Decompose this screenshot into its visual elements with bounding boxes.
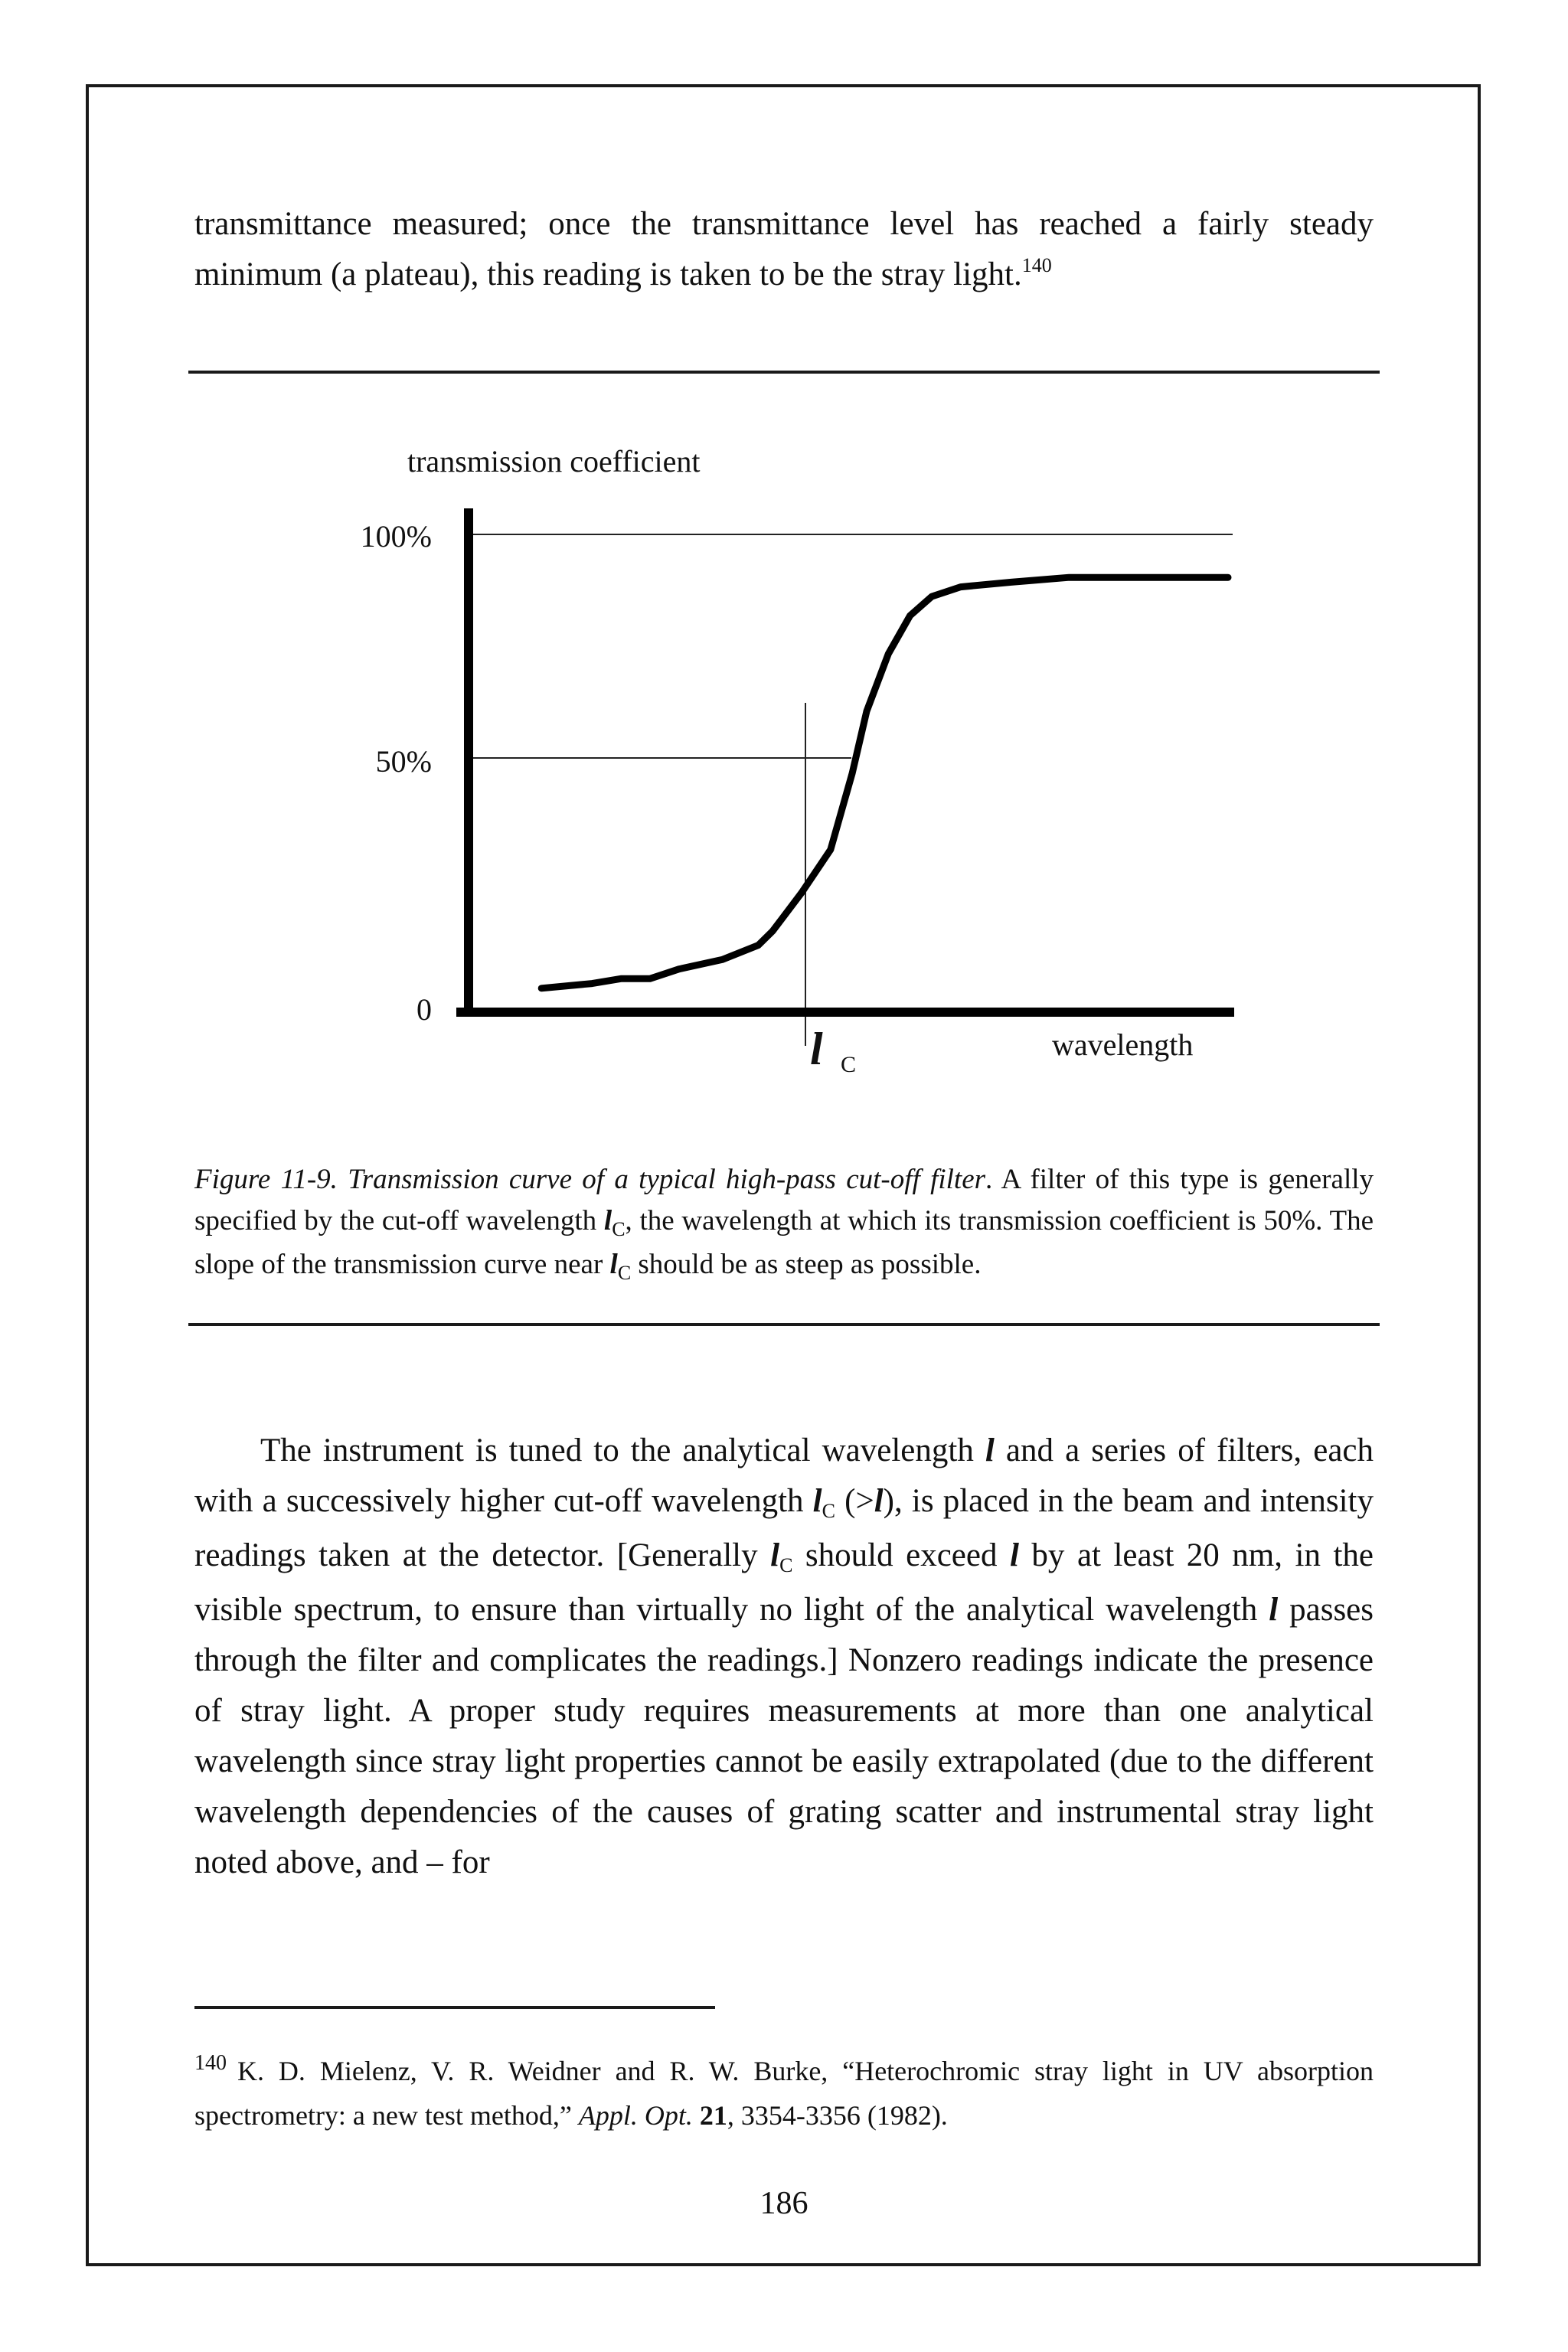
y-axis-label: transmission coefficient [407,444,701,479]
text-run: should exceed [792,1537,1010,1573]
footnote-text: K. D. Mielenz, V. R. Weidner and R. W. Burke, “Heterochromic stray light in UV absorption spectrometry: a new test method,” [194,2056,1374,2131]
footnote-pages: , 3354-3356 (1982). [727,2100,948,2131]
text-run: passes through the filter and complicates the readings.] Nonzero readings indicate the presence of stray light. A proper study requires measurements at more than one analytical wavelength since stray light properties cannot be easily extrapolated (due to the different wavelength dependencies of the causes of grating scatter and instrumental stray light noted above, and – for [194,1592,1374,1880]
y-tick-100: 100% [360,519,432,554]
lambda-symbol: l [609,1249,618,1280]
lambda-symbol: l [812,1483,822,1519]
cutoff-symbol: l [810,1024,823,1074]
footnote-number: 140 [194,2051,227,2075]
lambda-symbol: l [770,1537,780,1573]
caption-text-2: , the wavelength at which its transmission coefficient is 50%. The slope of the transmission curve near [194,1205,1374,1280]
caption-label: Figure 11-9. Transmission curve of a typical high-pass cut-off filter [194,1164,986,1195]
intro-text: transmittance measured; once the transmittance level has reached a fairly steady minimum (a plateau), this reading is taken to be the stray light. [194,206,1374,292]
caption-text-1: . A filter of this type is generally specified by the cut-off wavelength [194,1164,1374,1236]
lambda-symbol: l [985,1432,995,1468]
footnote [194,2050,1374,2136]
footnote-reference: 140 [1021,254,1052,276]
caption-text-3: should be as steep as possible. [631,1249,982,1280]
footnote-volume: 21 [699,2100,727,2131]
lambda-symbol: l [1269,1592,1279,1628]
page-number: 186 [760,2186,808,2221]
lambda-subscript: C [617,1262,632,1284]
paragraph-text [194,1426,1374,1888]
body-paragraph [194,1426,1374,1888]
lambda-symbol: l [603,1205,612,1236]
cutoff-subscript: C [841,1052,857,1077]
y-tick-50: 50% [375,744,432,779]
footnote-separator [194,2006,715,2009]
transmission-figure [0,0,1568,1148]
figure-bottom-rule [188,1323,1380,1326]
text-run: (> [835,1483,874,1519]
text-run: by at least 20 nm, in the visible spectrum, to ensure than virtually no light of the analytical wavelength [194,1537,1374,1628]
x-axis-label: wavelength [1052,1027,1194,1062]
footnote-journal: Appl. Opt. [578,2100,693,2131]
lambda-subscript: C [822,1500,835,1522]
lambda-symbol: l [874,1483,884,1519]
text-run: ), is placed in the beam and intensity readings taken at the detector. [Generally [194,1483,1374,1573]
y-tick-0: 0 [416,992,432,1027]
lambda-subscript: C [779,1554,793,1576]
lambda-subscript: C [612,1218,626,1240]
transmission-curve [541,577,1228,988]
text-run: and a series of filters, each with a successively higher cut-off wavelength [194,1432,1374,1519]
lambda-symbol: l [1009,1537,1019,1573]
figure-caption [194,1159,1374,1288]
text-run: The instrument is tuned to the analytical wavelength [260,1432,985,1468]
